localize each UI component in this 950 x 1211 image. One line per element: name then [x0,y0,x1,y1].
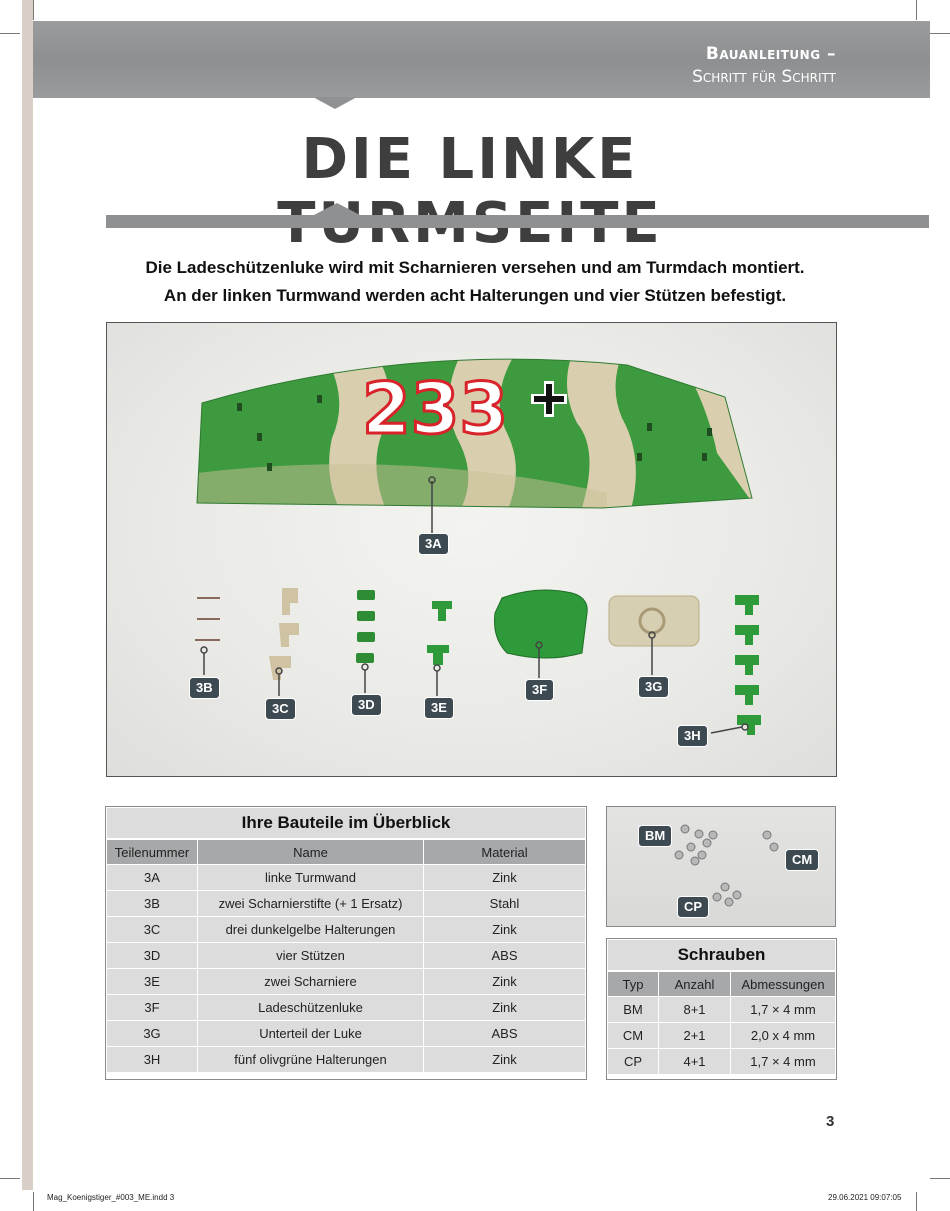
parts-table [106,807,586,1073]
cell: Ladeschützenluke [198,995,424,1021]
label-3h: 3H [677,725,708,747]
cell: 8+1 [659,997,731,1023]
cell: 1,7 × 4 mm [731,1049,836,1075]
part-3h [735,595,761,735]
cell: drei dunkelgelbe Halterungen [198,917,424,943]
banner-notch [313,97,357,109]
parts-photo [106,322,837,777]
crop-mark [916,1192,917,1211]
screws-photo [606,806,836,927]
cell: zwei Scharnierstifte (+ 1 Ersatz) [198,891,424,917]
cell: zwei Scharniere [198,969,424,995]
col-header-type: Typ [608,971,659,997]
table-row [107,917,586,943]
label-bm: BM [638,825,672,847]
part-3d [356,590,375,663]
cell: 3E [107,969,198,995]
cell: 1,7 × 4 mm [731,997,836,1023]
cell: Zink [424,995,586,1021]
cell: Zink [424,917,586,943]
cell: vier Stützen [198,943,424,969]
parts-illustration [107,323,836,776]
screws-table-frame [606,938,837,1080]
title-rule [106,215,929,228]
label-cm: CM [785,849,819,871]
page-title: DIE LINKE [301,127,639,192]
table-row [107,1047,586,1073]
table-row [107,891,586,917]
cell: CM [608,1023,659,1049]
screws-table-caption: Schrauben [608,940,836,972]
table-row [608,997,836,1023]
header-subtitle: Schritt für Schritt [692,67,836,87]
parts-table-caption: Ihre Bauteile im Überblick [107,808,586,840]
part-3c [269,588,299,680]
cell: Zink [424,865,586,891]
label-3e: 3E [424,697,454,719]
cell: Stahl [424,891,586,917]
cell: ABS [424,1021,586,1047]
table-row [107,943,586,969]
crop-mark [0,1178,20,1179]
col-header-name: Name [198,839,424,865]
screws-table [607,939,836,1075]
title-rule-notch [314,203,360,215]
footer-file: Mag_Koenigstiger_#003_ME.indd 3 [47,1193,175,1202]
crop-mark [930,1178,950,1179]
crop-mark [916,0,917,20]
table-row [608,1049,836,1075]
col-header-dimensions: Abmessungen [731,971,836,997]
table-row [608,1023,836,1049]
intro-line-1: Die Ladeschützenluke wird mit Scharnieren versehen und am Turmdach montiert. [145,258,805,277]
cell: CP [608,1049,659,1075]
table-row [107,969,586,995]
part-3g [609,596,699,646]
cell: 3B [107,891,198,917]
header-title: Bauanleitung – [705,44,836,64]
cell: Zink [424,1047,586,1073]
side-strip [22,0,33,1190]
cell: 3C [107,917,198,943]
crop-mark [33,0,34,20]
cell: 3G [107,1021,198,1047]
page-number: 3 [826,1113,835,1130]
table-row [107,995,586,1021]
label-3d: 3D [351,694,382,716]
table-row [107,1021,586,1047]
crop-mark [0,33,20,34]
label-3c: 3C [265,698,296,720]
cell: 3D [107,943,198,969]
cell: ABS [424,943,586,969]
cell: 4+1 [659,1049,731,1075]
label-3f: 3F [525,679,554,701]
footer-timestamp: 29.06.2021 09:07:05 [828,1193,902,1202]
label-3a: 3A [418,533,449,555]
cell: 3F [107,995,198,1021]
cell: 2+1 [659,1023,731,1049]
crop-mark [930,33,950,34]
cell: 2,0 x 4 mm [731,1023,836,1049]
cell: linke Turmwand [198,865,424,891]
crop-mark [33,1192,34,1211]
label-3g: 3G [638,676,669,698]
label-3b: 3B [189,677,220,699]
cell: Zink [424,969,586,995]
part-3b [195,598,220,640]
col-header-number: Teilenummer [107,839,198,865]
cell: 3H [107,1047,198,1073]
intro-line-2: An der linken Turmwand werden acht Halterungen und vier Stützen befestigt. [163,286,787,305]
cell: BM [608,997,659,1023]
col-header-count: Anzahl [659,971,731,997]
part-3e [427,601,452,665]
parts-table-frame [105,806,587,1080]
turret-number: 233 [362,368,509,450]
table-row [107,865,586,891]
cell: fünf olivgrüne Halterungen [198,1047,424,1073]
cell: 3A [107,865,198,891]
col-header-material: Material [424,839,586,865]
cell: Unterteil der Luke [198,1021,424,1047]
label-cp: CP [677,896,709,918]
